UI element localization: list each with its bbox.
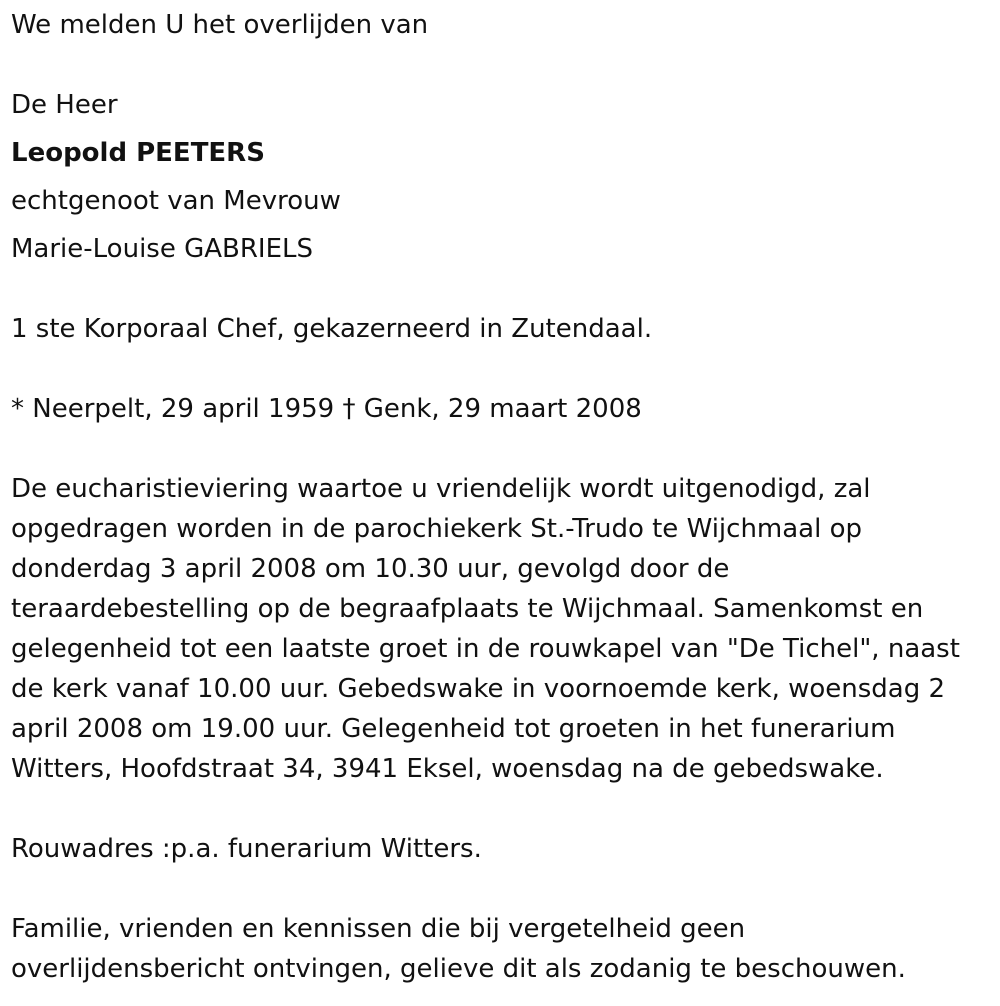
- closing-line: Familie, vrienden en kennissen die bij vergetelheid geen: [11, 914, 746, 944]
- ceremony-line: De eucharistieviering waartoe u vriendelijk wordt uitgenodigd, zal: [11, 474, 871, 504]
- closing-line: overlijdensbericht ontvingen, gelieve dit als zodanig te beschouwen.: [11, 954, 906, 984]
- ceremony-line: teraardebestelling op de begraafplaats te Wijchmaal. Samenkomst en: [11, 594, 924, 624]
- spouse-line-1: echtgenoot van Mevrouw: [11, 186, 341, 216]
- ceremony-paragraph: [11, 469, 960, 789]
- mourning-address: Rouwadres :p.a. funerarium Witters.: [11, 834, 482, 864]
- deceased-name: Leopold PEETERS: [11, 138, 265, 168]
- ceremony-line: gelegenheid tot een laatste groet in de rouwkapel van "De Tichel", naast: [11, 634, 960, 664]
- ceremony-line: de kerk vanaf 10.00 uur. Gebedswake in voornoemde kerk, woensdag 2: [11, 674, 946, 704]
- spouse-line-2: Marie-Louise GABRIELS: [11, 234, 314, 264]
- birth-death-dates: * Neerpelt, 29 april 1959 † Genk, 29 maart 2008: [11, 394, 642, 424]
- ceremony-line: opgedragen worden in de parochiekerk St.-Trudo te Wijchmaal op: [11, 514, 863, 544]
- ceremony-line: april 2008 om 19.00 uur. Gelegenheid tot groeten in het funerarium: [11, 714, 896, 744]
- ceremony-line: donderdag 3 april 2008 om 10.30 uur, gevolgd door de: [11, 554, 730, 584]
- occupation-text: 1 ste Korporaal Chef, gekazerneerd in Zutendaal.: [11, 314, 653, 344]
- intro-text: We melden U het overlijden van: [11, 10, 429, 40]
- ceremony-line: Witters, Hoofdstraat 34, 3941 Eksel, woensdag na de gebedswake.: [11, 754, 884, 784]
- closing-paragraph: [11, 909, 906, 989]
- honorific: De Heer: [11, 90, 118, 120]
